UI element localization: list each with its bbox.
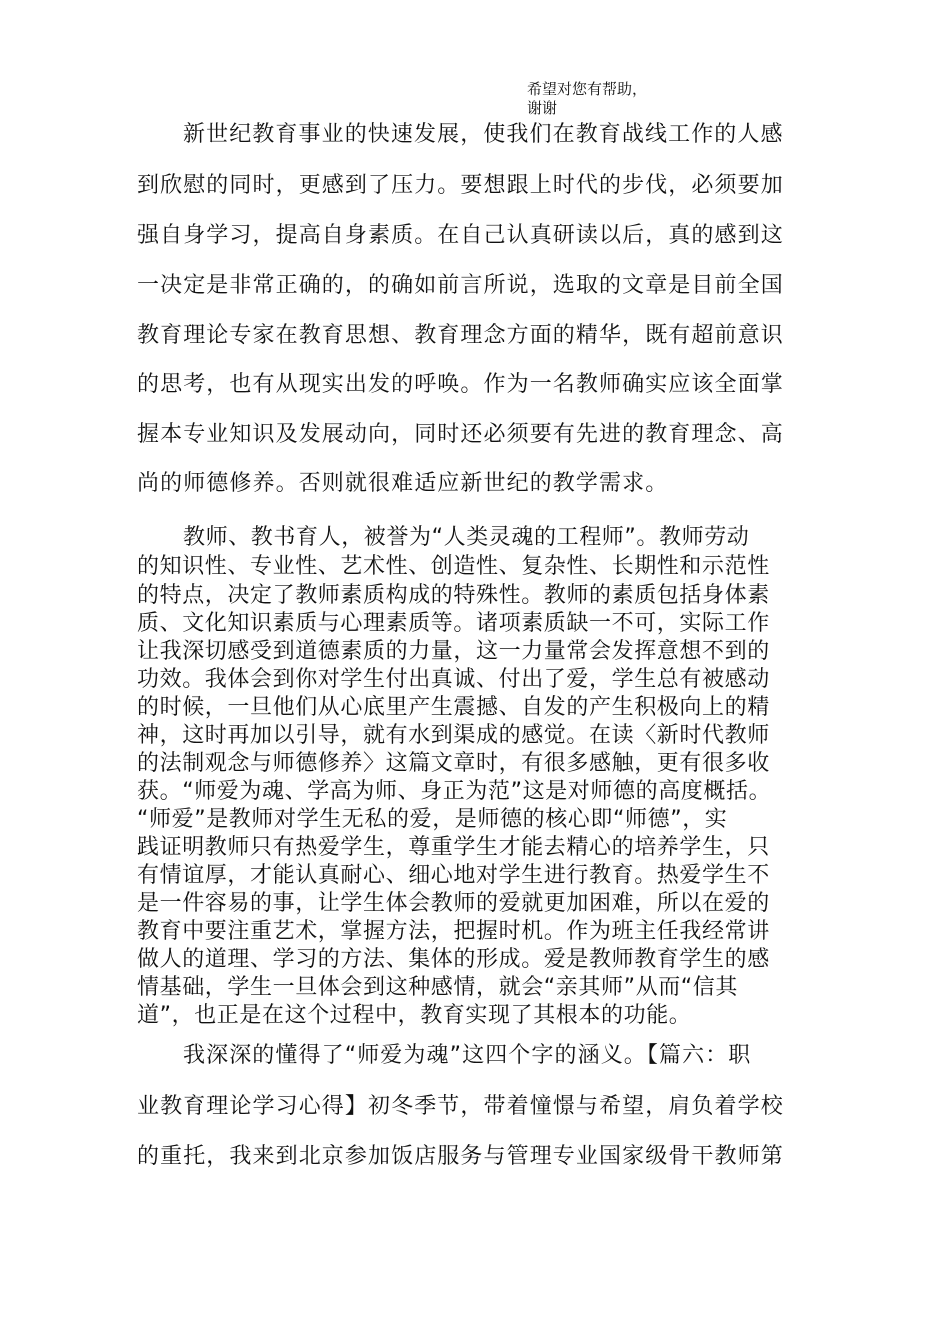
text-line: 教育理论专家在教育思想、教育理念方面的精华，既有超前意识 [137, 323, 784, 348]
text-line: 神，这时再加以引导，就有水到渠成的感觉。在读〈新时代教师 [137, 723, 770, 748]
text-line: 到欣慰的同时，更感到了压力。要想跟上时代的步伐，必须要加 [137, 173, 784, 198]
header-note-line: 希望对您有帮助， [527, 80, 648, 98]
text-line: 的思考，也有从现实出发的呼唤。作为一名教师确实应该全面掌 [137, 372, 784, 397]
text-line: “师爱”是教师对学生无私的爱，是师德的核心即“师德”，实 [137, 807, 728, 832]
text-line: 获。“师爱为魂、学高为师、身正为范”这是对师德的高度概括。 [137, 779, 772, 804]
text-line: 有情谊厚，才能认真耐心、细心地对学生进行教育。热爱学生不 [137, 863, 770, 888]
text-line: 我深深的懂得了“师爱为魂”这四个字的涵义。【篇六：职 [183, 1043, 752, 1068]
text-line: 教师、教书育人，被誉为“人类灵魂的工程师”。教师劳动 [183, 525, 750, 550]
header-note [527, 80, 647, 118]
text-line: 尚的师德修养。否则就很难适应新世纪的教学需求。 [137, 471, 669, 496]
text-line: 的特点，决定了教师素质构成的特殊性。教师的素质包括身体素 [137, 583, 770, 608]
text-line: 做人的道理、学习的方法、集体的形成。爱是教师教育学生的感 [137, 947, 770, 972]
text-line: 的重托，我来到北京参加饭店服务与管理专业国家级骨干教师第 [137, 1144, 784, 1169]
text-line: 的知识性、专业性、艺术性、创造性、复杂性、长期性和示范性 [137, 554, 770, 579]
text-line: 的时候，一旦他们从心底里产生震撼、自发的产生积极向上的精 [137, 695, 770, 720]
header-note-line: 谢谢 [527, 99, 558, 117]
text-line: 情基础，学生一旦体会到这种感情，就会“亲其师”从而“信其 [137, 975, 738, 1000]
text-line: 的法制观念与师德修养〉这篇文章时，有很多感触，更有很多收 [137, 751, 770, 776]
text-line: 强自身学习，提高自身素质。在自己认真研读以后，真的感到这 [137, 223, 784, 248]
text-line: 握本专业知识及发展动向，同时还必须要有先进的教育理念、高 [137, 422, 784, 447]
text-line: 让我深切感受到道德素质的力量，这一力量常会发挥意想不到的 [137, 639, 770, 664]
text-line: 一决定是非常正确的，的确如前言所说，选取的文章是目前全国 [137, 273, 784, 298]
text-line: 践证明教师只有热爱学生，尊重学生才能去精心的培养学生，只 [137, 835, 770, 860]
text-line: 功效。我体会到你对学生付出真诚、付出了爱，学生总有被感动 [137, 667, 770, 692]
text-line: 新世纪教育事业的快速发展，使我们在教育战线工作的人感 [183, 122, 784, 147]
text-line: 道”，也正是在这个过程中，教育实现了其根本的功能。 [137, 1003, 692, 1028]
text-line: 是一件容易的事，让学生体会教师的爱就更加困难，所以在爱的 [137, 891, 770, 916]
text-line: 业教育理论学习心得】初冬季节，带着憧憬与希望，肩负着学校 [137, 1094, 784, 1119]
text-line: 质、文化知识素质与心理素质等。诸项素质缺一不可，实际工作 [137, 611, 770, 636]
text-line: 教育中要注重艺术，掌握方法，把握时机。作为班主任我经常讲 [137, 919, 770, 944]
